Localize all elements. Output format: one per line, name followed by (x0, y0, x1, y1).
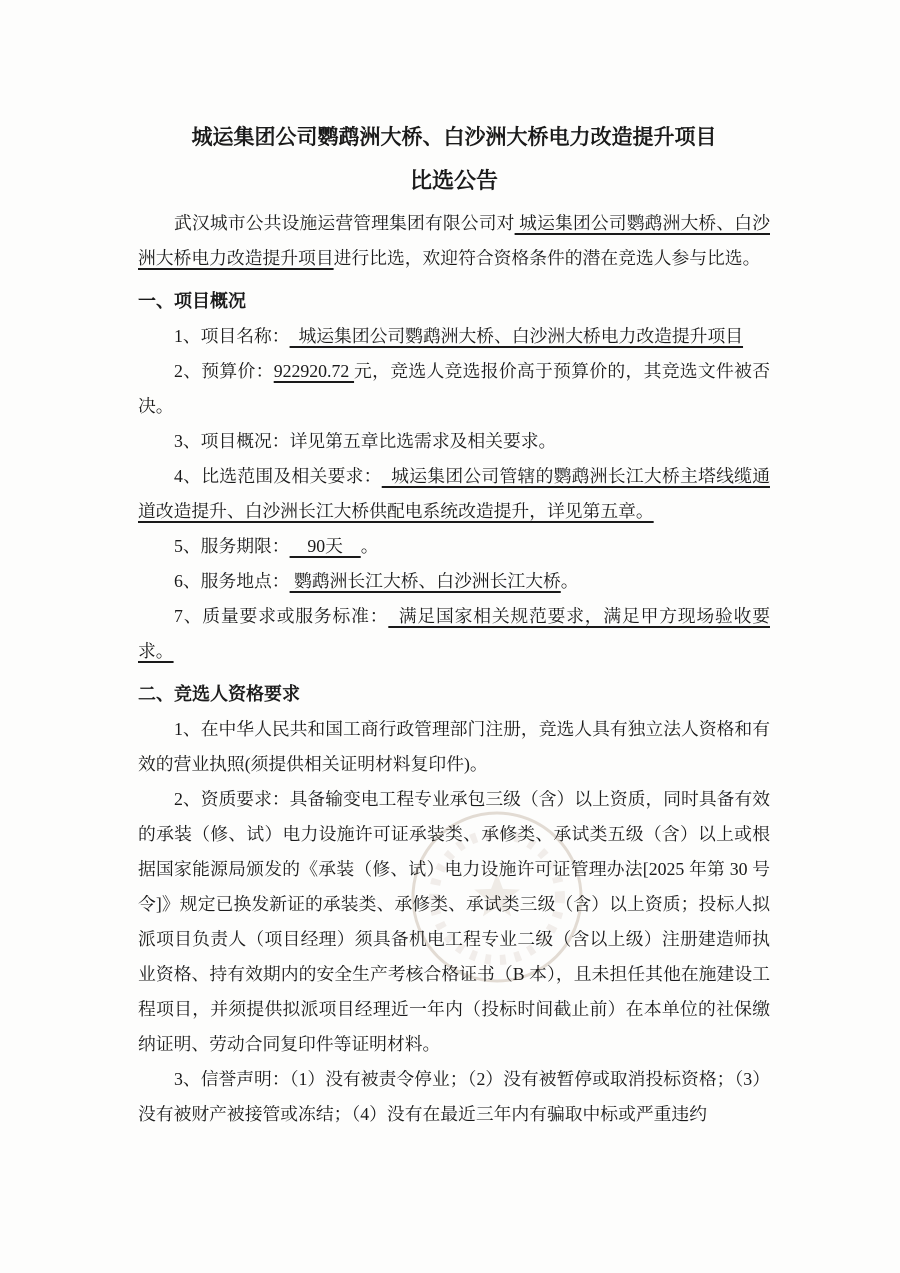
paragraph (138, 354, 770, 424)
text-run: 元，竞选人竞选报价高于预算价的，其竞选文件被否决。 (138, 361, 770, 416)
paragraph (138, 599, 770, 669)
paragraph (138, 712, 770, 782)
underlined-text-run: 城运集团公司管辖的鹦鹉洲长江大桥主塔线缆通道改造提升、白沙洲长江大桥供配电系统改造提升，详见第五章。 (138, 466, 770, 521)
section-heading (138, 284, 770, 319)
paragraph (138, 459, 770, 529)
underlined-text-run: 城运集团公司鹦鹉洲大桥、白沙洲大桥电力改造提升项目 (138, 213, 770, 268)
underlined-text-run: 922920.72 (273, 361, 355, 381)
underlined-text-run: 鹦鹉洲长江大桥、白沙洲长江大桥 (289, 571, 561, 591)
underlined-text-run: 城运集团公司鹦鹉洲大桥、白沙洲大桥电力改造提升项目 (289, 326, 744, 346)
text-run: 。 (560, 571, 579, 591)
text-run: 3、项目概况：详见第五章比选需求及相关要求。 (174, 431, 557, 451)
text-run: 3、信誉声明：（1）没有被责令停业；（2）没有被暂停或取消投标资格；（3）没有被财产被接管或冻结；（4）没有在最近三年内有骗取中标或严重违约 (138, 1069, 770, 1124)
paragraph (138, 424, 770, 459)
text-run: 2、预算价： (174, 361, 274, 381)
text-run: 一、项目概况 (138, 291, 246, 311)
underlined-text-run: 90天 (289, 536, 361, 556)
paragraph (138, 564, 770, 599)
paragraph (138, 206, 770, 276)
document-content (138, 0, 770, 1132)
text-run: 。 (360, 536, 379, 556)
text-run: 5、服务期限： (174, 536, 290, 556)
text-run: 1、项目名称： (174, 326, 290, 346)
text-run: 进行比选，欢迎符合资格条件的潜在竞选人参与比选。 (333, 248, 761, 268)
document-body (138, 206, 770, 1132)
paragraph (138, 1062, 770, 1132)
text-run: 6、服务地点： (174, 571, 290, 591)
text-run: 7、质量要求或服务标准： (174, 606, 389, 626)
paragraph (138, 782, 770, 1062)
underlined-text-run: 满足国家相关规范要求，满足甲方现场验收要求。 (138, 606, 770, 661)
text-run: 2、资质要求：具备输变电工程专业承包三级（含）以上资质，同时具备有效的承装（修、试）电力设施许可证承装类、承修类、承试类五级（含）以上或根据国家能源局颁发的《承装（修、试）电力设施许可证管理办法[2025 年第 30 号令]》规定已换发新证的承装类、承修类、承试类三级（含）以上资质；投标人拟派项目负责人（项目经理）须具备机电工程专业二级（含以上级）注册建造师执业资格、持有效期内的安全生产考核合格证书（B 本），且未担任其他在施建设工程项目，并须提供拟派项目经理近一年内（投标时间截止前）在本单位的社保缴纳证明、劳动合同复印件等证明材料。 (138, 789, 770, 1054)
text-run: 武汉城市公共设施运营管理集团有限公司对 (174, 213, 515, 233)
document-subtitle: 比选公告 (409, 168, 498, 193)
paragraph (138, 319, 770, 354)
text-run: 二、竞选人资格要求 (138, 684, 300, 704)
text-run: 1、在中华人民共和国工商行政管理部门注册，竞选人具有独立法人资格和有效的营业执照(须提供相关证明材料复印件)。 (138, 719, 770, 774)
document-title: 城运集团公司鹦鹉洲大桥、白沙洲大桥电力改造提升项目 (191, 126, 717, 149)
paragraph (138, 529, 770, 564)
text-run: 4、比选范围及相关要求： (174, 466, 382, 486)
section-heading (138, 677, 770, 712)
